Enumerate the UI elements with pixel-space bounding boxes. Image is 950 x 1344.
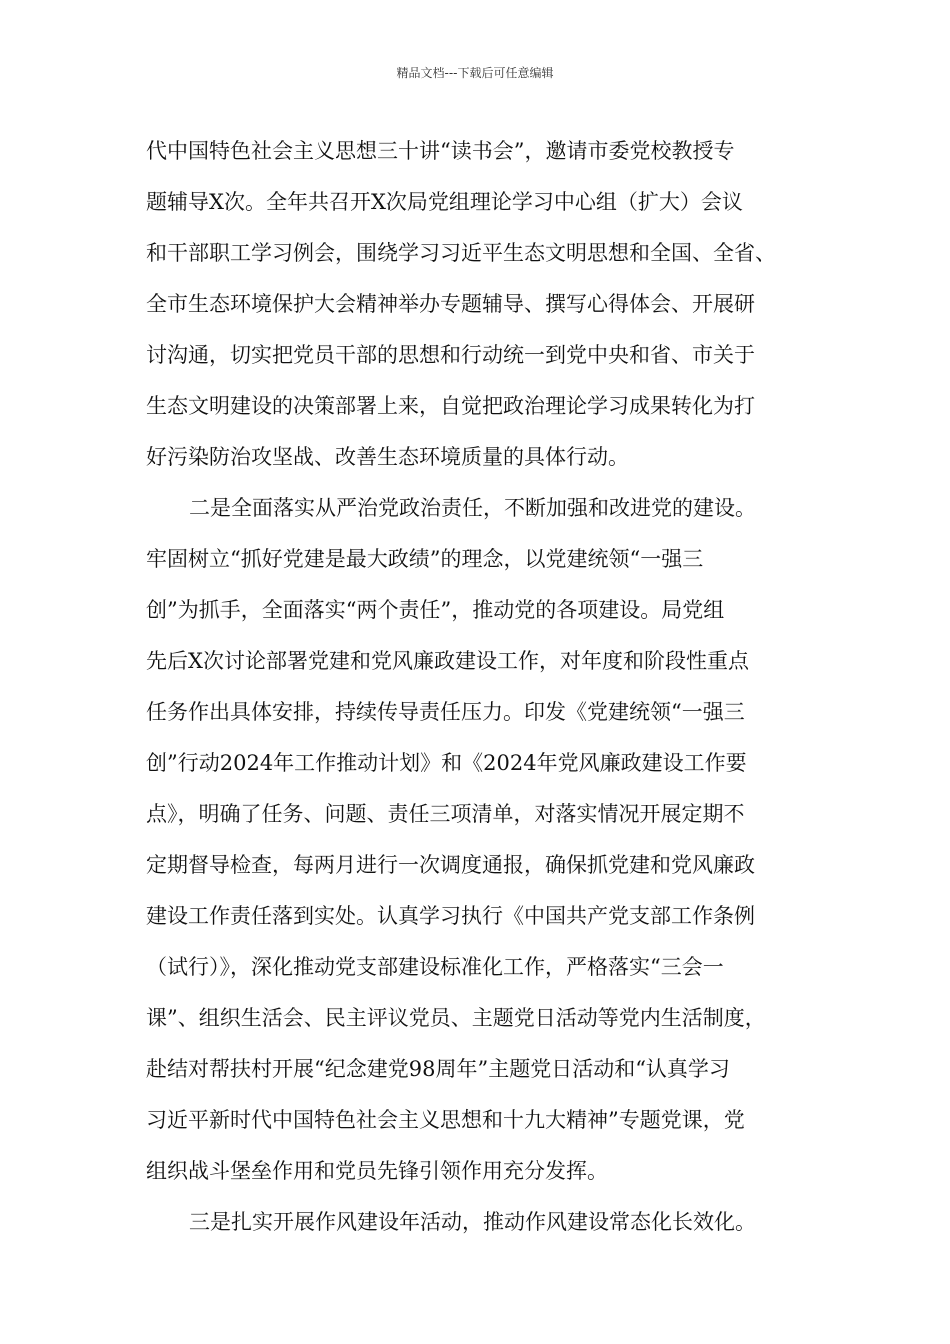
paragraph-start-line: 二是全面落实从严治党政治责任，不断加强和改进党的建设。	[189, 496, 756, 520]
text-line: 题辅导X次。全年共召开X次局党组理论学习中心组（扩大）会议	[146, 190, 743, 214]
text-line: 赴结对帮扶村开展“纪念建党98周年”主题党日活动和“认真学习	[146, 1057, 730, 1081]
text-line: 任务作出具体安排，持续传导责任压力。印发《党建统领“一强三	[146, 700, 745, 724]
text-line: 定期督导检查，每两月进行一次调度通报，确保抓党建和党风廉政	[146, 853, 755, 877]
page-header: 精品文档---下载后可任意编辑	[396, 66, 554, 80]
text-line: 课”、组织生活会、民主评议党员、主题党日活动等党内生活制度，	[146, 1006, 766, 1030]
text-line: 组织战斗堡垒作用和党员先锋引领作用充分发挥。	[146, 1159, 608, 1183]
text-line: 习近平新时代中国特色社会主义思想和十九大精神”专题党课，党	[146, 1108, 745, 1132]
text-line: （试行）》，深化推动党支部建设标准化工作，严格落实“三会一	[146, 955, 724, 979]
text-line: 牢固树立“抓好党建是最大政绩”的理念，以党建统领“一强三	[146, 547, 704, 571]
paragraph-start-line: 三是扎实开展作风建设年活动，推动作风建设常态化长效化。	[189, 1210, 756, 1234]
text-line: 创”行动2024年工作推动计划》和《2024年党风廉政建设工作要	[146, 751, 747, 775]
text-line: 好污染防治攻坚战、改善生态环境质量的具体行动。	[146, 445, 629, 469]
text-line: 生态文明建设的决策部署上来，自觉把政治理论学习成果转化为打	[146, 394, 755, 418]
text-line: 和干部职工学习例会，围绕学习习近平生态文明思想和全国、全省、	[146, 241, 776, 265]
text-line: 点》，明确了任务、问题、责任三项清单，对落实情况开展定期不	[146, 802, 745, 826]
document-body	[146, 126, 816, 1248]
text-line: 全市生态环境保护大会精神举办专题辅导、撰写心得体会、开展研	[146, 292, 755, 316]
text-line: 建设工作责任落到实处。认真学习执行《中国共产党支部工作条例	[146, 904, 755, 928]
text-line: 创”为抓手，全面落实“两个责任”，推动党的各项建设。局党组	[146, 598, 725, 622]
text-line: 讨沟通，切实把党员干部的思想和行动统一到党中央和省、市关于	[146, 343, 755, 367]
text-line: 代中国特色社会主义思想三十讲“读书会”，邀请市委党校教授专	[146, 139, 735, 163]
text-line: 先后X次讨论部署党建和党风廉政建设工作，对年度和阶段性重点	[146, 649, 749, 673]
